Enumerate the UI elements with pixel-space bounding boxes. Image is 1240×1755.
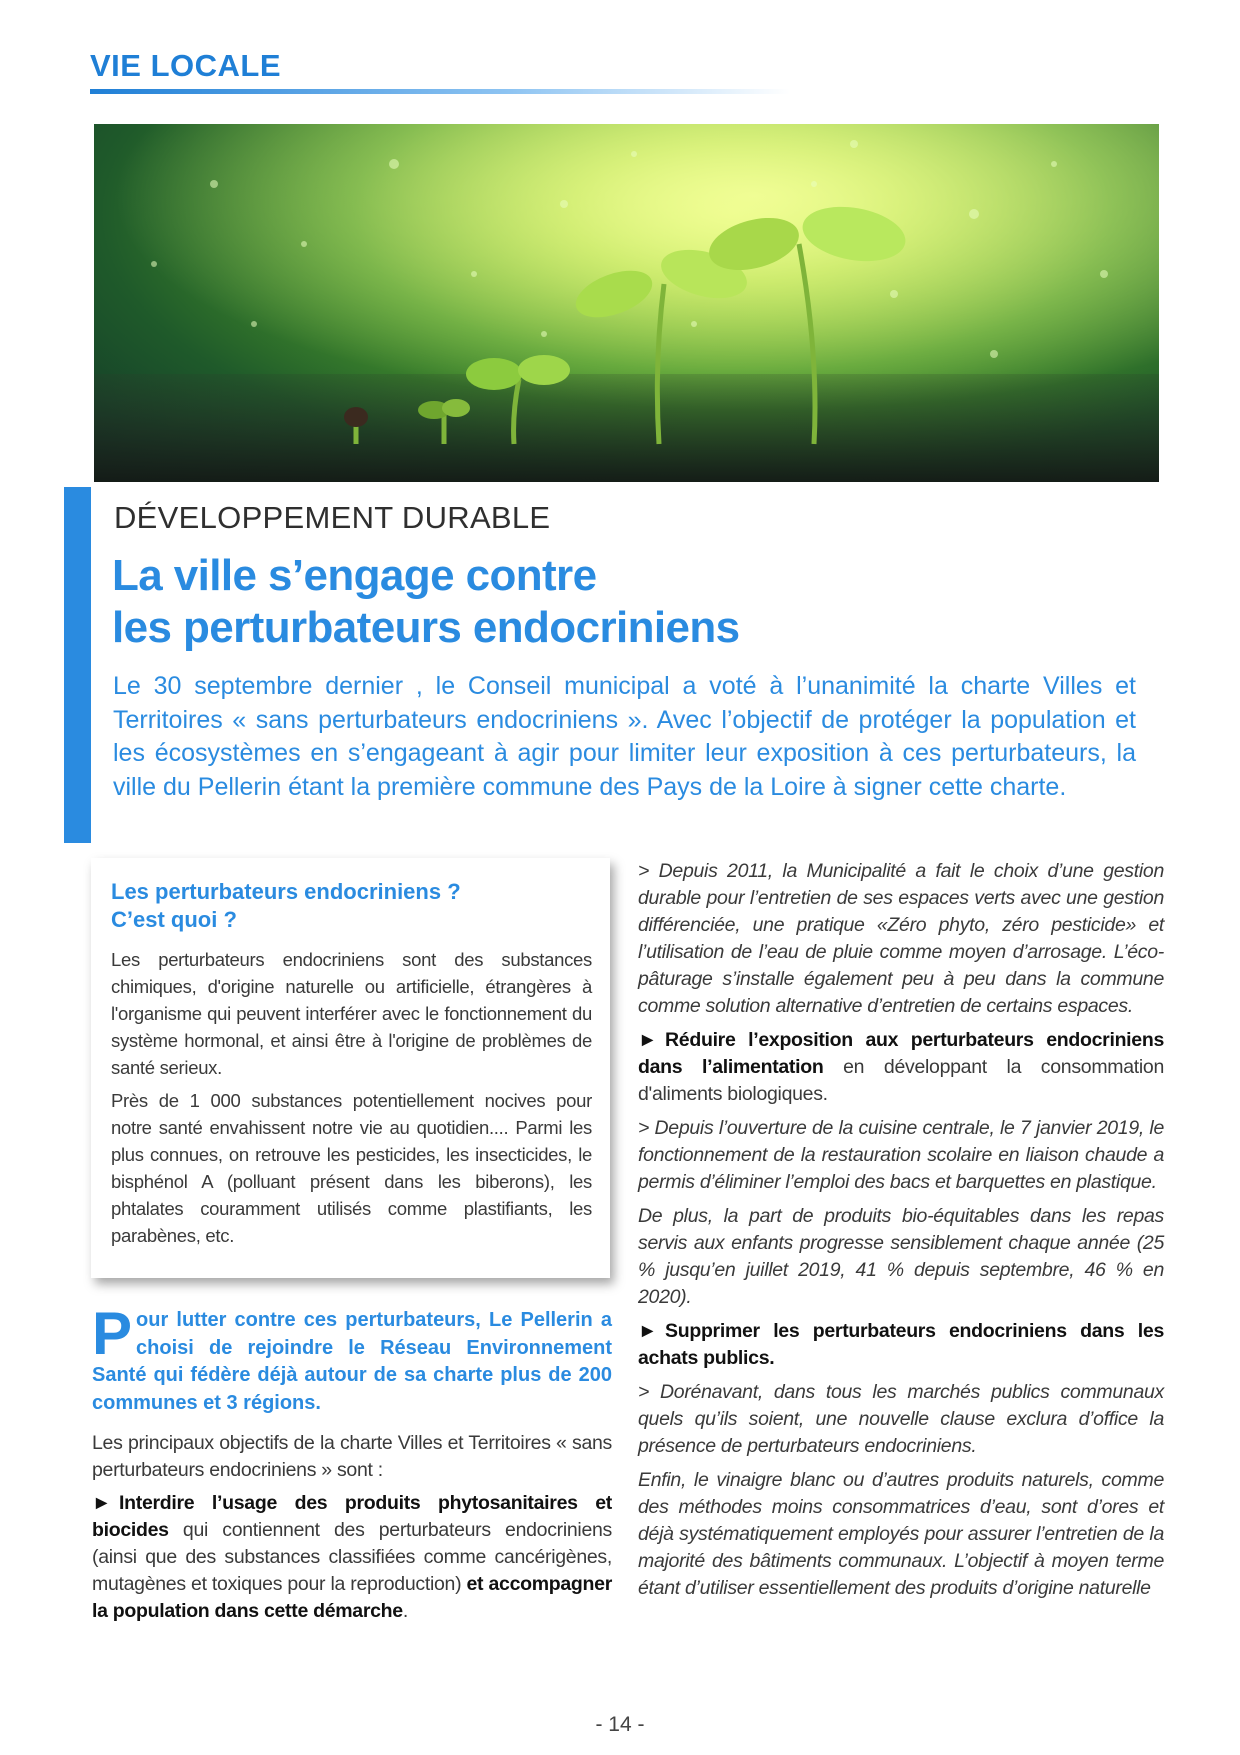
page-number: - 14 - [595, 1713, 645, 1736]
objective-3 [638, 1318, 1164, 1372]
objective-bold: Réduire l’exposition aux perturbateurs endocriniens dans l’alimentation [638, 1029, 1164, 1078]
info-box-body [111, 946, 592, 1255]
article-kicker: DÉVELOPPEMENT DURABLE [114, 500, 551, 535]
info-box-title-line: Les perturbateurs endocriniens ? [111, 879, 461, 904]
paragraph: > Depuis l’ouverture de la cuisine centrale, le 7 janvier 2019, le fonctionnement de la restauration scolaire en liaison chaude a permis d’éliminer l’emploi des bacs et barquettes en plastique. [638, 1117, 1164, 1193]
paragraph: De plus, la part de produits bio-équitables dans les repas servis aux enfants progresse sensiblement chaque année (25 % jusqu’en juillet 2019, 41 % depuis septembre, 46 % en 2020). [638, 1205, 1164, 1308]
objective-text: qui contiennent des perturbateurs endocriniens (ainsi que des substances classifiées comme cancérigènes, mutagènes et toxiques pour la reproduction) [92, 1519, 612, 1595]
arrow-icon: ► [92, 1492, 112, 1514]
objective-1 [92, 1490, 612, 1625]
info-box-title-line: C’est quoi ? [111, 907, 237, 932]
section-underline [90, 89, 790, 94]
paragraph: Enfin, le vinaigre blanc ou d’autres produits naturels, comme des méthodes moins consommatrices d’eau, sont d’ores et déjà systématiquement employés pour assurer l’entretien de la majorité des bâtiments communaux. L’objectif à moyen terme étant d’utiliser essentiellement des produits d’origine naturelle [638, 1469, 1164, 1599]
paragraph: > Depuis 2011, la Municipalité a fait le choix d’une gestion durable pour l’entretien de ses espaces verts avec une gestion différenciée, une pratique «Zéro phyto, zéro pesticide» et l’utilisation de l’eau de pluie comme moyen d’arrosage. L’éco-pâturage s’installe également peu à peu dans la commune comme solution alternative d’entretien de certains espaces. [638, 860, 1164, 1017]
right-column [638, 858, 1164, 1609]
paragraph: Près de 1 000 substances potentiellement nocives pour notre santé envahissent notre vie au quotidien.... Parmi les plus connues, on retrouve les pesticides, les insecticides, le bisphénol A (polluant présent dans les biberons), les phtalates couramment utilisés comme plastifiants, les parabènes, etc. [111, 1090, 592, 1246]
objective-bold: Interdire l’usage des produits phytosanitaires et biocides [92, 1492, 612, 1541]
intro-paragraph [92, 1300, 612, 1417]
article-title-line: La ville s’engage contre [112, 551, 597, 600]
objective-text: . [402, 1600, 408, 1622]
article-title [112, 550, 1112, 654]
left-column [92, 1430, 612, 1631]
intro-text: our lutter contre ces perturbateurs, Le Pellerin a choisi de rejoindre le Réseau Environnement Santé qui fédère déjà autour de sa charte plus de 200 communes et 3 régions. [92, 1309, 612, 1414]
article-title-line: les perturbateurs endocriniens [112, 603, 740, 652]
objective-2 [638, 1027, 1164, 1108]
arrow-icon: ► [638, 1029, 658, 1051]
article-lead: Le 30 septembre dernier , le Conseil municipal a voté à l’unanimité la charte Villes et Territoires « sans perturbateurs endocriniens ». Avec l’objectif de protéger la population et les écosystèmes en s’engageant à agir pour limiter leur exposition à ces perturbateurs, la ville du Pellerin étant la première commune des Pays de la Loire à signer cette charte. [113, 672, 1136, 801]
article-accent-bar [64, 487, 91, 843]
info-box-title [111, 878, 461, 934]
objective-bold: et accompagner la population dans cette démarche [92, 1573, 612, 1622]
seedlings-illustration [94, 124, 1159, 482]
drop-cap: P [92, 1300, 133, 1367]
hero-image [94, 124, 1159, 482]
paragraph: Les perturbateurs endocriniens sont des substances chimiques, d'origine naturelle ou artificielle, étrangères à l'organisme qui peuvent interférer avec le fonctionnement du système hormonal, et ainsi être à l'origine de problèmes de santé serieux. [111, 949, 592, 1078]
paragraph: Les principaux objectifs de la charte Villes et Territoires « sans perturbateurs endocriniens » sont : [92, 1432, 612, 1481]
info-box [91, 858, 610, 1278]
objective-text: en développant la consommation d'aliments biologiques. [638, 1056, 1164, 1105]
paragraph: > Dorénavant, dans tous les marchés publics communaux quels qu’ils soient, une nouvelle clause exclura d’office la présence de perturbateurs endocriniens. [638, 1381, 1164, 1457]
objective-bold: Supprimer les perturbateurs endocriniens dans les achats publics. [638, 1320, 1164, 1369]
arrow-icon: ► [638, 1320, 658, 1342]
section-label: VIE LOCALE [90, 48, 282, 83]
